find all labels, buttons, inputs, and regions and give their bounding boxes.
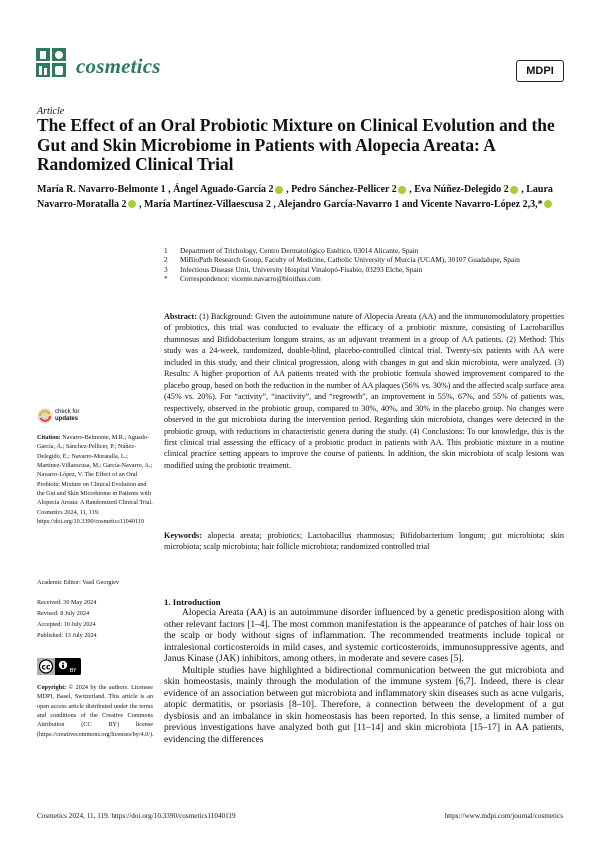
abstract-label: Abstract:: [164, 312, 197, 321]
correspondence: * Correspondence: vicente.navarro@bioithas.com: [164, 273, 321, 283]
date-accepted: Accepted: 10 July 2024: [37, 621, 96, 628]
cc-by-license-icon[interactable]: [37, 658, 81, 675]
orcid-icon[interactable]: [128, 200, 136, 208]
body-text: [164, 608, 564, 747]
orcid-icon[interactable]: [510, 186, 518, 194]
orcid-icon[interactable]: [398, 186, 406, 194]
author[interactable]: , Ángel Aguado-García 2: [168, 184, 274, 195]
date-published: Published: 13 July 2024: [37, 632, 97, 639]
journal-logo-icon: [36, 48, 68, 78]
affiliation: 2 MiBioPath Research Group, Faculty of Medicine, Catholic University of Murcia (UCAM), 30107 Guadalupe, Spain: [164, 255, 520, 265]
orcid-icon[interactable]: [544, 200, 552, 208]
article-title: The Effect of an Oral Probiotic Mixture on Clinical Evolution and the Gut and Skin Microbiome in Patients with Alopecia Areata: A Randomized Clinical Trial: [37, 115, 555, 174]
date-revised: Revised: 8 July 2024: [37, 610, 90, 617]
check-for-updates-icon[interactable]: [37, 408, 53, 424]
abstract-text: (1) Background: Given the autoimmune nature of Alopecia Areata (AA) and the immunomodulatory properties of probiotics, this trial was conducted to evaluate the efficacy of a probiotic mixture, consisting of Lactobacillus rhamnosus and Bifidobacterium longum strains, as an adjuvant treatment in a group of AA patients. (2) Method: This study was a 24-week, randomized, double-blind, placebo-controlled clinical trial. Twenty-six patients with AA were included in this study, and their clinical progression, along with changes in gut and skin microbiota, were analyzed. (3) Results: A higher proportion of AA patients treated with the probiotic formula showed improvement compared to the placebo group, based on both the reduction in the number of AA plaques (56% vs. 30%) and the affected scalp surface area (45% vs. 20%). For “activity”, “inactivity”, and “regrowth”, an improvement in 55%, 67%, and 55% of patients was, respectively, observed in the probiotic group, compared to 30%, 40%, and 30% in the placebo group. No changes were observed in the gut microbiota during the intervention period. Regarding skin microbiota, changes were detected in the probiotic group, with reductions in characteristic genera during the study. (4) Conclusions: To our knowledge, this is the first clinical trial assessing the efficacy of a probiotic product in patients with AA. This probiotic mixture in a routine clinical practice setting appears to improve the course of patients. In addition, the skin microbiota of scalp lesions was modified using the probiotic treatment.: [164, 312, 564, 470]
copyright: Copyright: © 2024 by the authors. Licensee MDPI, Basel, Switzerland. This article is an open access article distributed under the terms and conditions of the Creative Commons Attribution (CC BY) license (https://creativecommons.org/licenses/by/4.0/).: [37, 684, 154, 738]
keywords: [164, 530, 564, 553]
footer-journal-url[interactable]: https://www.mdpi.com/journal/cosmetics: [444, 812, 563, 820]
journal-name: cosmetics: [76, 54, 161, 78]
academic-editor: Academic Editor: Vasil Georgiev: [37, 579, 120, 586]
author[interactable]: , Pedro Sánchez-Pellicer 2: [286, 184, 397, 195]
footer-citation[interactable]: Cosmetics 2024, 11, 119. https://doi.org/10.3390/cosmetics11040119: [37, 812, 236, 820]
author[interactable]: , Eva Núñez-Delegido 2: [409, 184, 509, 195]
author[interactable]: , Alejandro García-Navarro 1: [273, 198, 400, 210]
paragraph: Multiple studies have highlighted a bidirectional communication between the gut microbiota and skin homeostasis, mainly through the modulation of the immune system [6,7]. Indeed, there is clear evidence of an association between gut microbiota and inflammatory skin diseases such as acne vulgaris, atopic dermatitis, or psoriasis [8–10]. Therefore, a connection between the development of a gut dysbiosis and an imbalance in skin homeostasis has been reported. In this sense, a limited number of previous investigations have analyzed both gut [11–14] and skin microbiota [15–17] in AA patients, evidencing the differences: [164, 665, 564, 746]
date-received: Received: 30 May 2024: [37, 599, 97, 606]
affiliations: [164, 246, 564, 283]
article-type: Article: [37, 106, 65, 117]
citation: Citation: Navarro-Belmonte, M.R.; Aguado-García, Á.; Sánchez-Pellicer, P.; Núñez-Delegido, E.; Navarro-Moratalla, L.; Martínez-Villaescusa, M.; García-Navarro, A.; Navarro-López, V. The Effect of an Oral Probiotic Mixture on Clinical Evolution and the Gut and Skin Microbiome in Patients with Alopecia Areata: A Randomized Clinical Trial. Cosmetics 2024, 11, 119. https://doi.org/10.3390/cosmetics11040119: [37, 434, 153, 526]
svg-text:cc: cc: [41, 662, 51, 672]
publisher-logo: MDPI: [516, 60, 564, 82]
abstract: [164, 311, 564, 471]
author-list: [37, 183, 563, 212]
orcid-icon[interactable]: [275, 186, 283, 194]
section-heading: 1. Introduction: [164, 597, 221, 607]
affiliation: 1 Department of Trichology, Centro Dermatológico Estético, 03014 Alicante, Spain: [164, 246, 419, 255]
svg-text:BY: BY: [69, 668, 77, 674]
keywords-text: alopecia areata; probiotics; Lactobacillus rhamnosus; Bifidobacterium longum; gut microbiota; skin microbiota; scalp microbiota; hair follicle microbiota; randomized controlled trial: [164, 531, 564, 552]
author[interactable]: , Laura Navarro-Moratalla 2: [37, 184, 553, 210]
paragraph: Alopecia Areata (AA) is an autoimmune disorder influenced by a genetic predisposition along with other relevant factors [1–4]. The most common manifestation is the appearance of patches of hair loss on the scalp or body without signs of inflammation. The recommended treatments include topical or intralesional corticosteroids in mild cases, and systemic corticosteroids, immunosuppressive agents, and Janus Kinase (JAK) inhibitors, among others, in moderate and severe cases [5].: [164, 608, 564, 665]
author[interactable]: and Vicente Navarro-López 2,3,*: [401, 198, 543, 210]
affiliation: 3 Infectious Disease Unit, University Hospital Vinalopó-Fisabio, 03293 Elche, Spain: [164, 264, 423, 274]
author[interactable]: María R. Navarro-Belmonte 1: [37, 184, 166, 195]
author[interactable]: , María Martínez-Villaescusa 2: [139, 198, 271, 210]
keywords-label: Keywords:: [164, 531, 202, 540]
check-for-updates[interactable]: check for updates: [55, 409, 80, 422]
